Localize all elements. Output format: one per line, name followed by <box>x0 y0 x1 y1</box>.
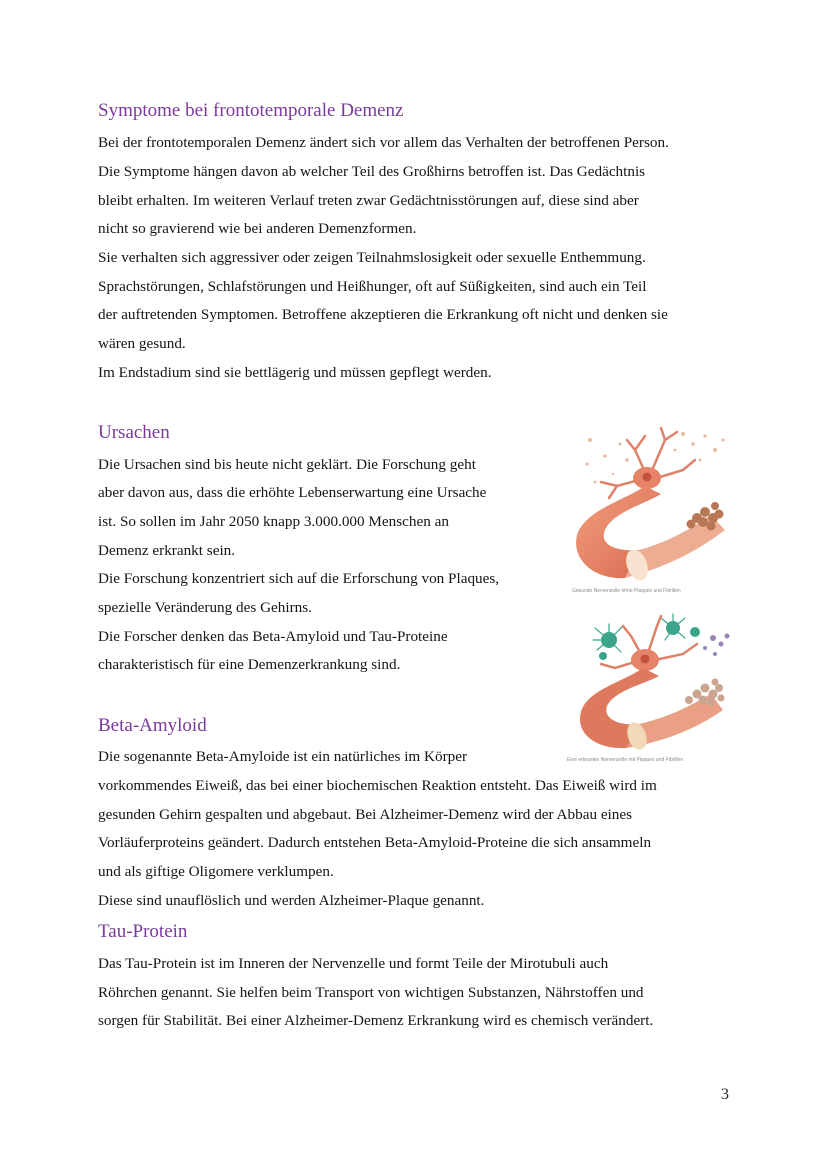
text-line: und als giftige Oligomere verklumpen. <box>98 863 334 880</box>
heading-symptome: Symptome bei frontotemporale Demenz <box>98 100 404 121</box>
text-line: Demenz erkrankt sein. <box>98 542 236 559</box>
page-number: 3 <box>721 1086 729 1103</box>
text-line: Sie verhalten sich aggressiver oder zeigen Teilnahmslosigkeit oder sexuelle Enthemmung. <box>98 249 646 266</box>
figure-caption-healthy: Gesunde Nervenzelle ohne Plaques und Fibrillen <box>572 588 681 594</box>
heading-ursachen: Ursachen <box>98 422 170 443</box>
text-line: Im Endstadium sind sie bettlägerig und müssen gepflegt werden. <box>98 364 492 381</box>
heading-tau-protein: Tau-Protein <box>98 921 188 942</box>
diseased-neuron-illustration <box>565 612 740 757</box>
text-line: aber davon aus, dass die erhöhte Lebenserwartung eine Ursache <box>98 484 487 501</box>
text-line: spezielle Veränderung des Gehirns. <box>98 599 312 616</box>
text-line: Vorläuferproteins geändert. Dadurch entstehen Beta-Amyloid-Proteine die sich ansammeln <box>98 834 652 851</box>
text-line: charakteristisch für eine Demenzerkrankung sind. <box>98 656 401 673</box>
text-line: ist. So sollen im Jahr 2050 knapp 3.000.000 Menschen an <box>98 513 449 530</box>
text-line: gesunden Gehirn gespalten und abgebaut. Bei Alzheimer-Demenz wird der Abbau eines <box>98 806 633 823</box>
text-line: Die Forschung konzentriert sich auf die Erforschung von Plaques, <box>98 570 500 587</box>
text-line: der auftretenden Symptomen. Betroffene akzeptieren die Erkrankung oft nicht und denken sie <box>98 306 668 323</box>
text-line: Das Tau-Protein ist im Inneren der Nervenzelle und formt Teile der Mirotubuli auch <box>98 955 609 972</box>
figure-caption-diseased: Eine erkrankte Nervenzelle mit Plaques und Fibrillen <box>567 757 684 763</box>
text-line: sorgen für Stabilität. Bei einer Alzheimer-Demenz Erkrankung wird es chemisch verändert. <box>98 1012 654 1029</box>
text-line: bleibt erhalten. Im weiteren Verlauf treten zwar Gedächtnisstörungen auf, diese sind aber <box>98 192 639 209</box>
text-line: vorkommendes Eiweiß, das bei einer biochemischen Reaktion entsteht. Das Eiweiß wird im <box>98 777 657 794</box>
text-line: Die Forscher denken das Beta-Amyloid und Tau-Proteine <box>98 628 448 645</box>
text-line: Sprachstörungen, Schlafstörungen und Heißhunger, oft auf Süßigkeiten, sind auch ein Teil <box>98 278 647 295</box>
text-line: Röhrchen genannt. Sie helfen beim Transport von wichtigen Substanzen, Nährstoffen und <box>98 984 644 1001</box>
text-line: wären gesund. <box>98 335 186 352</box>
text-line: Die Ursachen sind bis heute nicht geklärt. Die Forschung geht <box>98 456 476 473</box>
text-line: Diese sind unauflöslich und werden Alzheimer-Plaque genannt. <box>98 892 485 909</box>
text-line: Die sogenannte Beta-Amyloide ist ein natürliches im Körper <box>98 748 468 765</box>
heading-beta-amyloid: Beta-Amyloid <box>98 715 207 736</box>
healthy-neuron-illustration <box>565 420 735 590</box>
text-line: Die Symptome hängen davon ab welcher Teil des Großhirns betroffen ist. Das Gedächtnis <box>98 163 646 180</box>
text-line: Bei der frontotemporalen Demenz ändert sich vor allem das Verhalten der betroffenen Person. <box>98 134 669 151</box>
text-line: nicht so gravierend wie bei anderen Demenzformen. <box>98 220 417 237</box>
